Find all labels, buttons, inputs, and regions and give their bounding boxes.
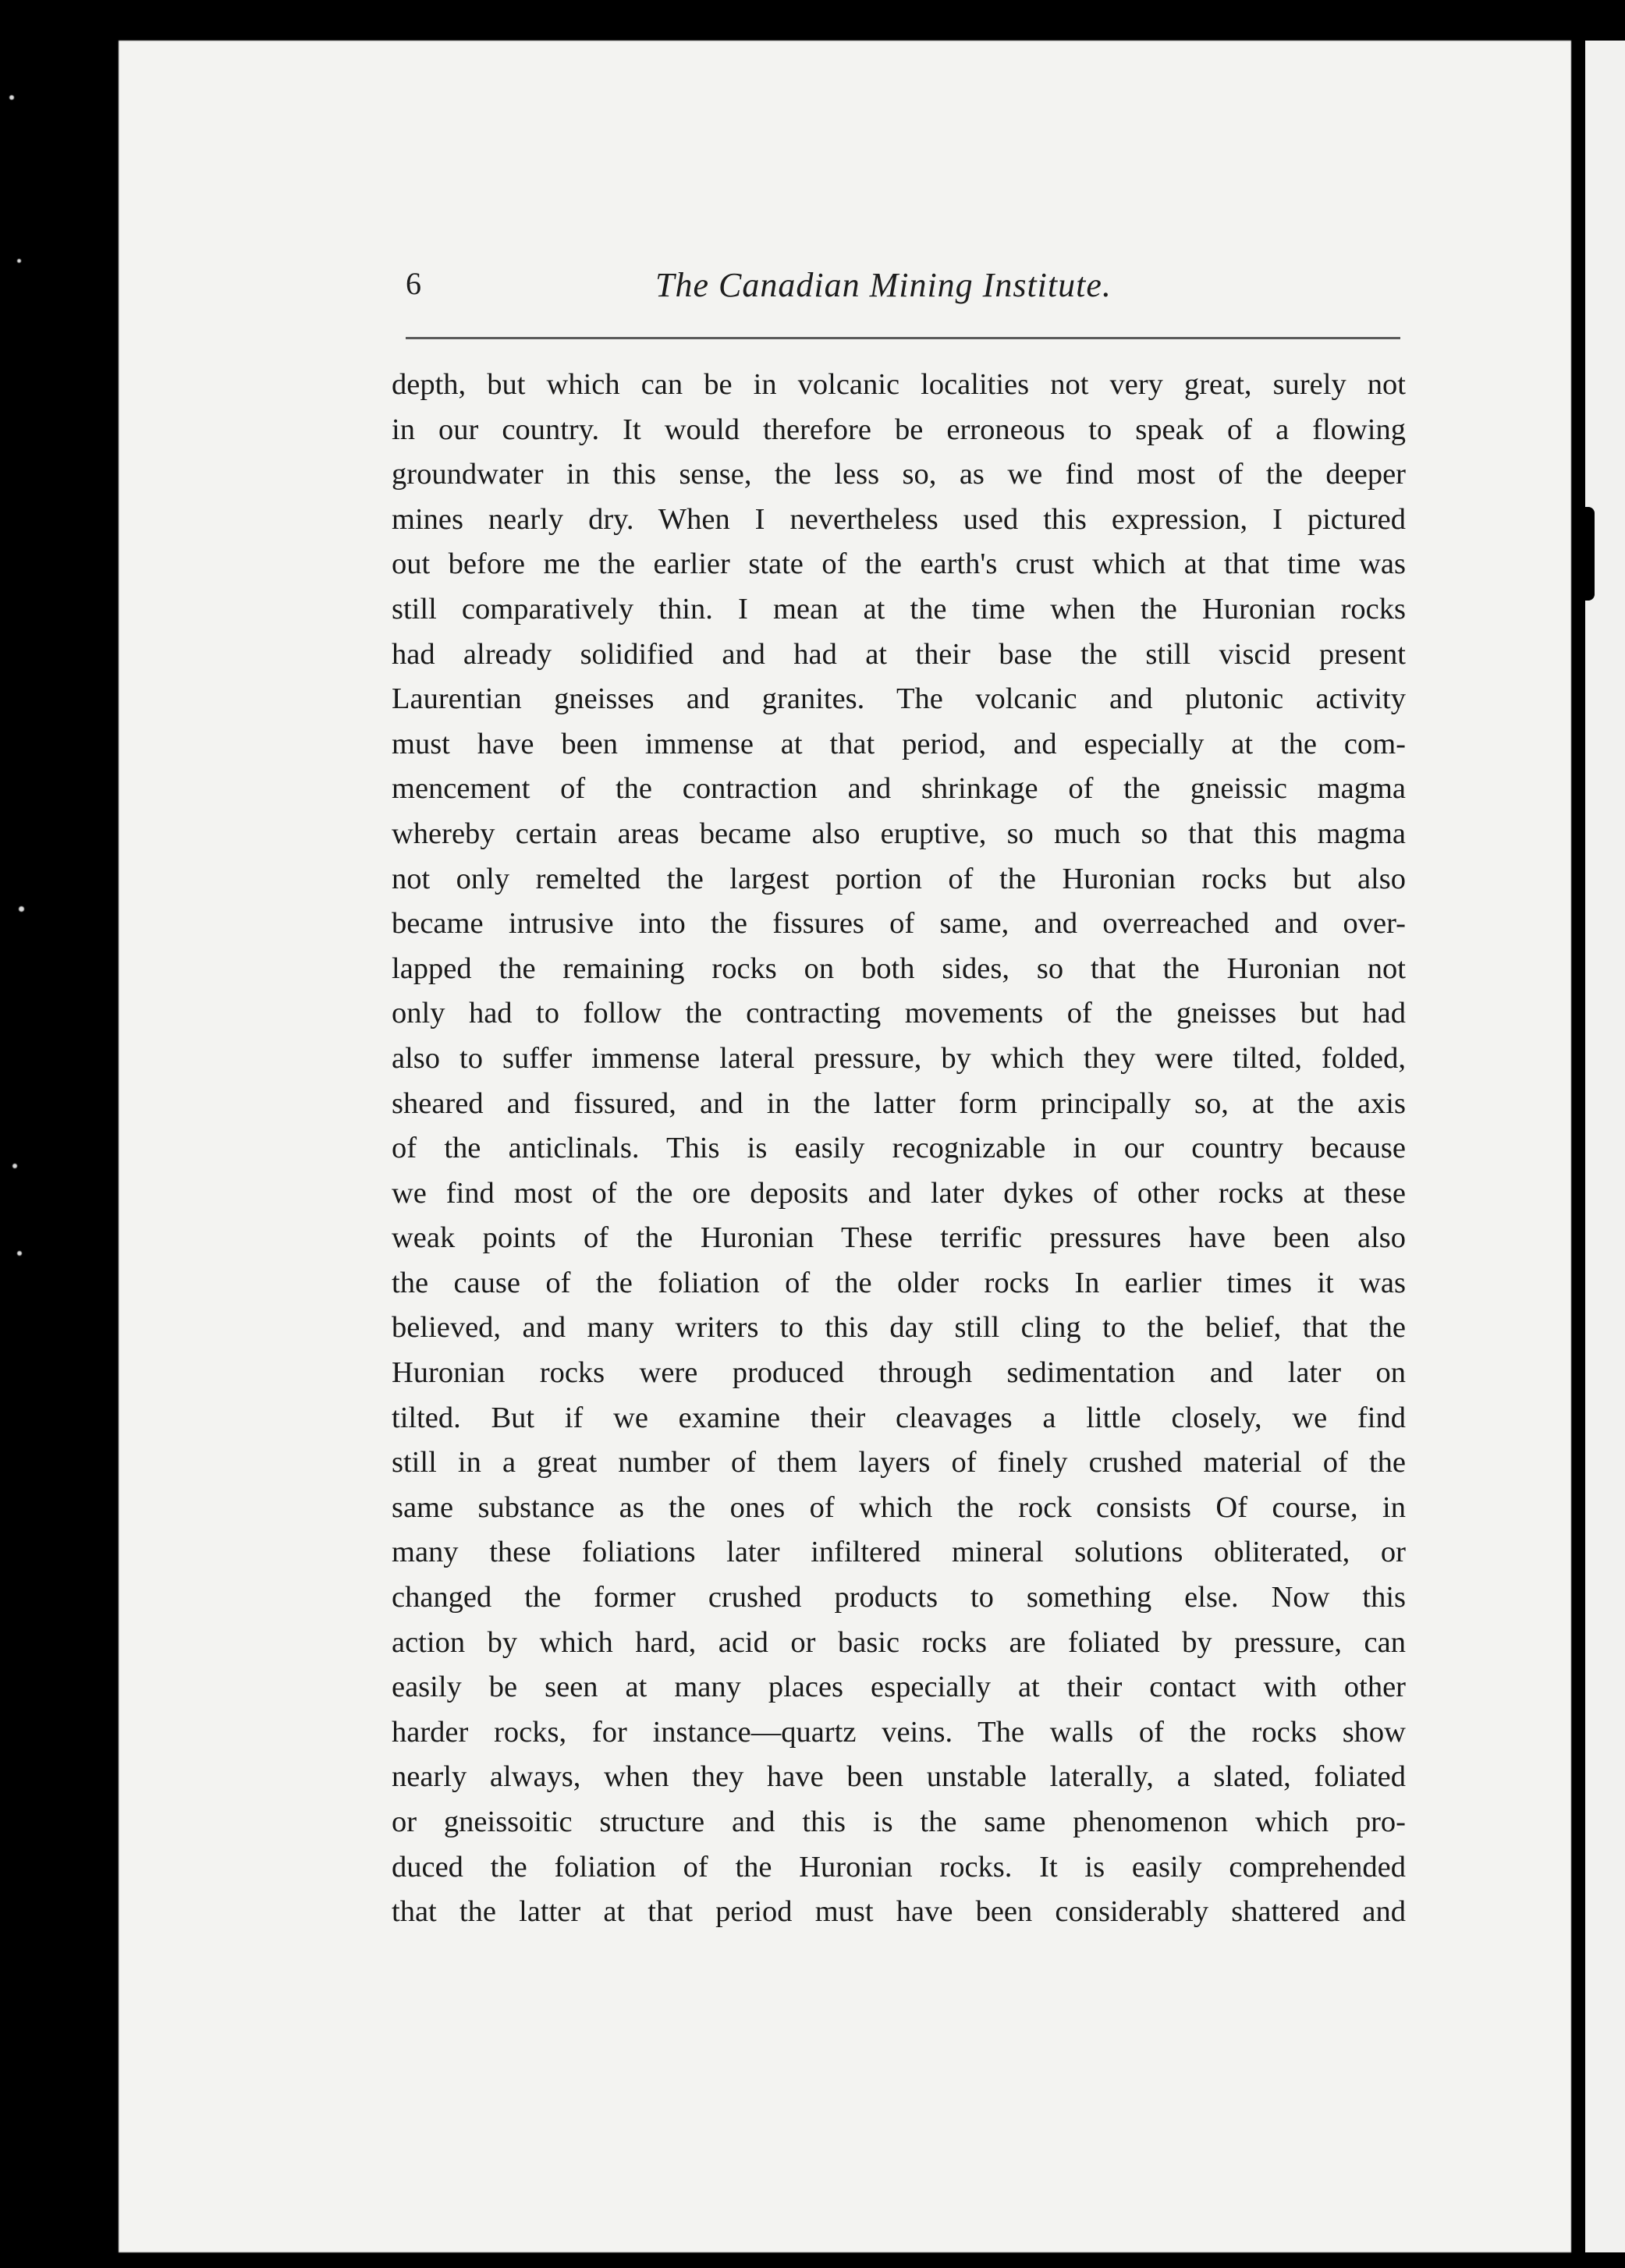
page-edge-notch (1584, 507, 1595, 601)
page-number: 6 (406, 266, 421, 301)
text-line: we find most of the ore deposits and later dykes of other rocks at these (392, 1176, 1406, 1210)
text-line: lapped the remaining rocks on both sides, so that the Huronian not (392, 951, 1406, 985)
text-line: sheared and fissured, and in the latter form principally so, at the axis (392, 1086, 1406, 1120)
text-line: depth, but which can be in volcanic localities not very great, surely not (392, 368, 1406, 401)
text-line: Laurentian gneisses and granites. The volcanic and plutonic activity (392, 682, 1406, 716)
text-line: the cause of the foliation of the older rocks In earlier times it was (392, 1266, 1406, 1299)
text-line: only had to follow the contracting movements of the gneisses but had (392, 997, 1406, 1030)
running-head-title: The Canadian Mining Institute. (655, 266, 1112, 304)
text-line: Huronian rocks were produced through sedimentation and later on (392, 1356, 1406, 1390)
text-line: mencement of the contraction and shrinkage of the gneissic magma (392, 772, 1406, 806)
text-line: not only remelted the largest portion of the Huronian rocks but also (392, 862, 1406, 895)
text-line: easily be seen at many places especially at their contact with other (392, 1671, 1406, 1704)
text-line: believed, and many writers to this day still cling to the belief, that the (392, 1311, 1406, 1345)
text-line: or gneissoitic structure and this is the same phenomenon which pro- (392, 1806, 1406, 1838)
header-rule (406, 337, 1400, 339)
text-line: also to suffer immense lateral pressure, by which they were tilted, folded, (392, 1041, 1406, 1075)
scan-speck (19, 906, 24, 912)
text-line: in our country. It would therefore be erroneous to speak of a flowing (392, 413, 1406, 446)
text-line: must have been immense at that period, and especially at the com- (392, 727, 1406, 760)
scan-speck (17, 1251, 22, 1256)
text-line: weak points of the Huronian These terrific pressures have been also (392, 1221, 1406, 1255)
scan-speck (12, 1164, 17, 1168)
text-line: many these foliations later infiltered mineral solutions obliterated, or (392, 1536, 1406, 1569)
adjacent-page-edge (1585, 41, 1625, 2252)
text-line: duced the foliation of the Huronian rocks. It is easily comprehended (392, 1850, 1406, 1884)
scan-speck (17, 259, 21, 263)
text-line: mines nearly dry. When I nevertheless used this expression, I pictured (392, 502, 1406, 536)
text-line: out before me the earlier state of the earth's crust which at that time was (392, 548, 1406, 581)
text-line: that the latter at that period must have been considerably shattered and (392, 1895, 1406, 1929)
running-head (406, 265, 1404, 320)
body-text (392, 363, 1406, 1935)
text-line: still in a great number of them layers of finely crushed material of the (392, 1446, 1406, 1480)
text-line: tilted. But if we examine their cleavages a little closely, we find (392, 1401, 1406, 1434)
text-line: still comparatively thin. I mean at the time when the Huronian rocks (392, 592, 1406, 625)
text-line: had already solidified and had at their base the still viscid present (392, 637, 1406, 671)
text-line: action by which hard, acid or basic rocks are foliated by pressure, can (392, 1625, 1406, 1659)
text-line: nearly always, when they have been unstable laterally, a slated, foliated (392, 1760, 1406, 1794)
text-line: whereby certain areas became also eruptive, so much so that this magma (392, 817, 1406, 850)
text-line: harder rocks, for instance—quartz veins. The walls of the rocks show (392, 1715, 1406, 1749)
text-line: same substance as the ones of which the rock consists Of course, in (392, 1490, 1406, 1524)
text-line: became intrusive into the fissures of same, and overreached and over- (392, 907, 1406, 941)
text-line: changed the former crushed products to something else. Now this (392, 1581, 1406, 1614)
scan-speck (9, 95, 14, 100)
text-line: groundwater in this sense, the less so, as we find most of the deeper (392, 458, 1406, 491)
text-line: of the anticlinals. This is easily recognizable in our country because (392, 1132, 1406, 1165)
